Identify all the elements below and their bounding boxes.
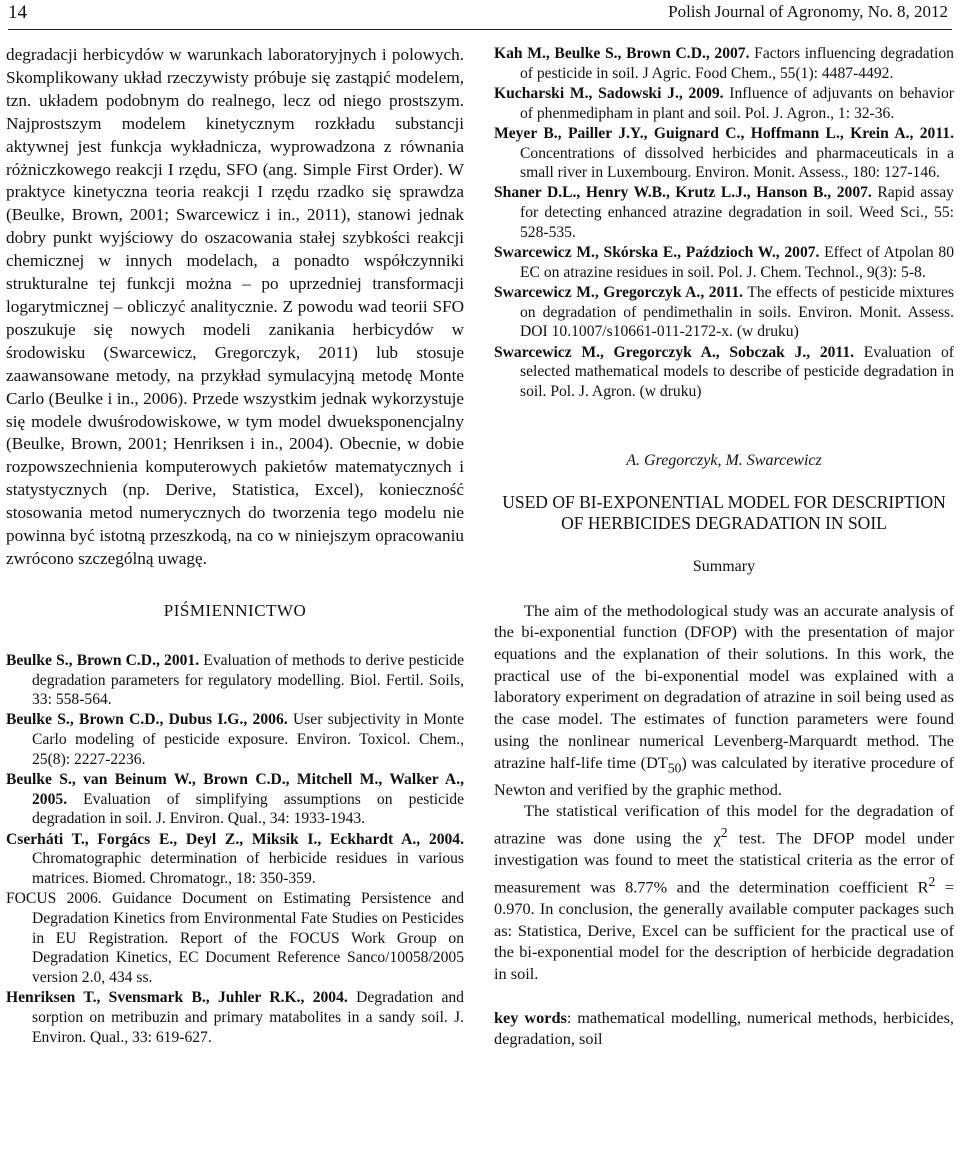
reference-text: Influence of adjuvants on behavior of phenmedipham in plant and soil. Pol. J. Agron., 1: 32-36. [520,84,954,122]
summary-paragraph-2 [494,800,954,984]
page-number: 14 [8,2,27,23]
summary-p2-superscript-2: 2 [928,873,936,889]
reference-item [6,770,464,829]
reference-authors: Meyer B., Pailler J.Y., Guignard C., Hoffmann L., Krein A., 2011. [494,124,954,142]
references-heading: PIŚMIENNICTWO [163,600,307,620]
reference-text: The effects of pesticide mixtures on degradation of pendimethalin in soils. Environ. Monit. Assess. DOI 10.1007/s10661-011-2172-x. (w druku) [520,283,954,341]
reference-authors: Swarcewicz M., Gregorczyk A., 2011. [494,283,744,301]
reference-authors: Beulke S., Brown C.D., Dubus I.G., 2006. [6,711,288,729]
journal-title: Polish Journal of Agronomy, No. 8, 2012 [668,2,948,21]
summary-p1-part-b: ) was calculated by iterative procedure of Newton and verified by the graphic method. [494,752,954,799]
reference-authors: Kah M., Beulke S., Brown C.D., 2007. [494,45,750,62]
reference-item [494,84,954,123]
summary-p2-part-c: = 0.970. In conclusion, the generally available computer packages such as: Statistica, Derive, Excel can be sufficient for the practical use of the bi-exponential model for the description of herbicide degradation in soil. [494,877,954,983]
reference-text: Effect of Atpolan 80 EC on atrazine residues in soil. Pol. J. Chem. Technol., 9(3): 5-8. [520,244,954,281]
reference-authors: Beulke S., van Beinum W., Brown C.D., Mitchell M., Walker A., 2005. [6,771,464,808]
reference-item [6,830,464,889]
reference-item [6,651,464,710]
reference-item [494,124,954,183]
reference-text: Evaluation of methods to derive pesticide degradation parameters for regulatory modelling. Biol. Fertil. Soils, 33: 558-564. [32,651,464,709]
reference-text: Degradation and sorption on metribuzin and primary matabolites in a sandy soil. J. Environ. Qual., 33: 619-627. [32,989,464,1046]
reference-item [494,283,954,342]
reference-text: User subjectivity in Monte Carlo modeling of pesticide exposure. Environ. Toxicol. Chem., 25(8): 2227-2236. [32,711,464,768]
summary-heading: Summary [692,557,756,575]
reference-authors: Cserháti T., Forgács E., Deyl Z., Miksik I., Eckhardt A., 2004. [6,830,464,848]
reference-text: FOCUS 2006. Guidance Document on Estimating Persistence and Degradation Kinetics from Environmental Fate Studies on Pesticides in EU Registration. Report of the FOCUS Work Group on Degradation Kinetics, EC Document Reference Sanco/10058/2005 version 2.0, 434 ss. [6,890,464,987]
reference-item [494,183,954,242]
header-divider [8,29,952,30]
reference-authors: Swarcewicz M., Gregorczyk A., Sobczak J., 2011. [494,343,855,361]
reference-authors: Henriksen T., Svensmark B., Juhler R.K., 2004. [6,989,348,1007]
summary-p2-part-a: The statistical verification of this model for the degradation of atrazine was done using the χ [494,801,954,848]
summary-paragraph-1 [494,600,954,801]
reference-authors: Shaner D.L., Henry W.B., Krutz L.J., Hanson B., 2007. [494,184,872,202]
reference-text: Concentrations of dissolved herbicides and pharmaceuticals in a small river in Luxembourg. Environ. Monit. Assess., 180: 127-146. [520,144,954,182]
reference-item [494,243,954,282]
reference-text: Rapid assay for detecting enhanced atrazine degradation in soil. Weed Sci., 55: 528-535. [520,184,954,241]
summary-p1-part-a: The aim of the methodological study was an accurate analysis of the bi-exponential function (DFOP) with the presentation of major equations and the explanation of their solutions. In this work, the practical use of the bi-exponential model was explained with a laboratory experiment on degradation of atrazine in soil being used as the case model. The estimates of function parameters were found using the nonlinear numerical Levenberg-Marquardt method. The atrazine half-life time (DT [494,600,954,772]
reference-text: Chromatographic determination of herbicide residues in various matrices. Biomed. Chromatogr., 18: 350-359. [32,850,464,888]
keywords [494,1007,954,1050]
summary-authors: A. Gregorczyk, M. Swarcewicz [626,451,822,469]
reference-text: Evaluation of selected mathematical models to describe of pesticide degradation in soil. Pol. J. Agron. (w druku) [520,343,954,400]
summary-p2-part-b: test. The DFOP model under investigation was found to meet the statistical criteria as the error of measurement was 8.77% and the determination coefficient R [494,828,954,897]
reference-item [6,710,464,769]
reference-item [494,44,954,83]
reference-text: Factors influencing degradation of pesticide in soil. J Agric. Food Chem., 55(1): 4487-4492. [520,45,954,82]
reference-item [494,343,954,402]
reference-authors: Swarcewicz M., Skórska E., Paździoch W., 2007. [494,244,820,262]
body-paragraph: degradacji herbicydów w warunkach laboratoryjnych i polowych. Skomplikowany układ rzeczywisty próbuje się zastąpić modelem, tzn. układem podobnym do realnego, lecz od niego prostszym. Najprostszym modelem kinetycznym rozkładu substancji aktywnej jest funkcja wykładnicza, wyprowadzona z równania różniczkowego reakcji I rzędu, SFO (ang. Simple First Order). W praktyce kinetyczna teoria reakcji I rzędu rzadko się sprawdza (Beulke, Brown, 2001; Swarcewicz i in., 2011), stanowi jednak dobry punkt wyjściowy do oszacowania stałej szybkości reakcji chemicznej w innych modelach, a ponadto współczynniki strukturalne tej funkcji można – po uprzedniej transformacji logarytmicznej – obliczyć analitycznie. Z powodu wad teorii SFO poszukuje się nowych modeli zanikania herbicydów w środowisku (Swarcewicz, Gregorczyk, 2011) lub stosuje zaawansowane metody, na przykład symulacyjną metodę Monte Carlo (Beulke i in., 2006). Przede wszystkim jednak wykorzystuje się modele dwuśrodowiskowe, w tym model dwueksponencjalny (Beulke, Brown, 2001; Henriksen i in., 2004). Obecnie, w dobie rozpowszechnienia komputerowych pakietów matematycznych i statystycznych (np. Derive, Statistica, Excel), konieczność stosowania metod numerycznych do tworzenia tego modelu nie powinna być istotną przeszkodą, na co w niniejszym opracowaniu zwrócono szczególną uwagę. [6,45,464,568]
reference-authors: Kucharski M., Sadowski J., 2009. [494,84,724,102]
reference-item [6,988,464,1047]
keywords-text: : mathematical modelling, numerical methods, herbicides, degradation, soil [494,1007,954,1049]
page-header [8,2,952,28]
summary-title: USED OF BI-EXPONENTIAL MODEL FOR DESCRIPTION OF HERBICIDES DEGRADATION IN SOIL [502,491,946,533]
reference-authors: Beulke S., Brown C.D., 2001. [6,651,200,669]
summary-p1-subscript: 50 [667,759,682,775]
left-column [6,44,464,1048]
references-list-right [494,44,954,402]
keywords-label: key words [494,1007,567,1027]
right-column [494,44,954,1050]
reference-text: Evaluation of simplifying assumptions on pesticide degradation in soil. J. Environ. Qual., 34: 1933-1943. [32,790,464,828]
references-list-left [6,651,464,1048]
reference-item [6,889,464,988]
summary-p2-superscript-1: 2 [720,824,728,840]
